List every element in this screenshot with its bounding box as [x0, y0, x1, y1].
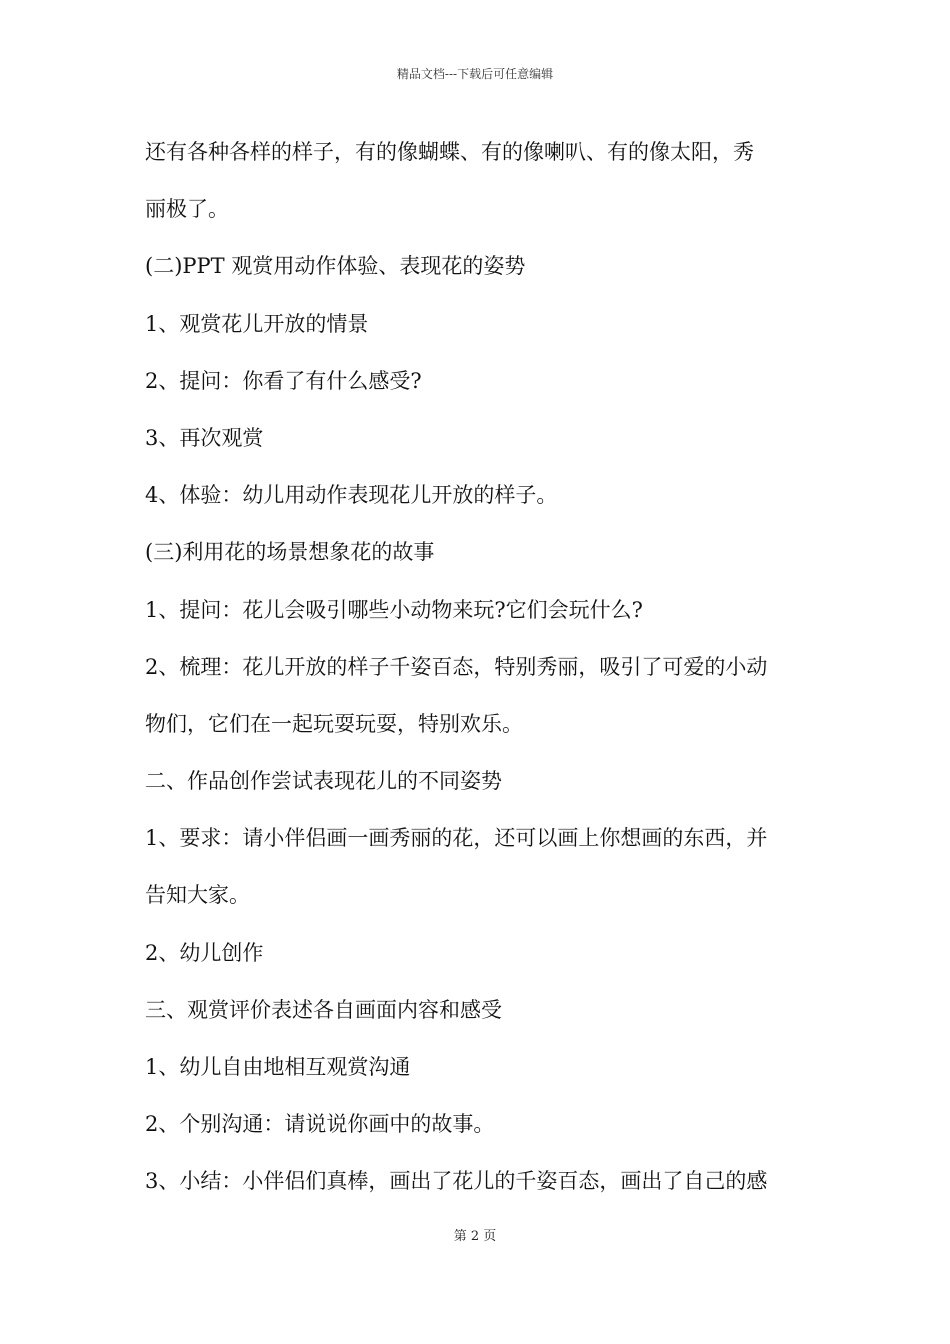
list-item: 2、个别沟通：请说说你画中的故事。 [145, 1112, 495, 1137]
text-line: 还有各种各样的样子，有的像蝴蝶、有的像喇叭、有的像太阳，秀 [145, 140, 754, 164]
list-item: 2、幼儿创作 [145, 940, 264, 965]
section-heading: (二)PPT 观赏用动作体验、表现花的姿势 [145, 254, 526, 279]
section-heading: (三)利用花的场景想象花的故事 [145, 540, 435, 565]
list-item: 3、再次观赏 [145, 425, 264, 450]
text-line: 丽极了。 [145, 197, 229, 222]
section-heading: 三、观赏评价表述各自画面内容和感受 [145, 997, 502, 1022]
list-item: 1、提问：花儿会吸引哪些小动物来玩?它们会玩什么? [145, 597, 643, 622]
list-item: 2、提问：你看了有什么感受? [145, 368, 422, 393]
list-item: 2、梳理：花儿开放的样子千姿百态，特别秀丽，吸引了可爱的小动 [145, 654, 768, 679]
page-header: 精品文档---下载后可任意编辑 [396, 67, 554, 81]
list-item: 1、幼儿自由地相互观赏沟通 [145, 1055, 411, 1079]
text-line: 告知大家。 [145, 883, 250, 908]
text-line: 物们，它们在一起玩耍玩耍，特别欢乐。 [145, 711, 523, 736]
list-item: 3、小结：小伴侣们真棒，画出了花儿的千姿百态，画出了自己的感 [145, 1169, 768, 1194]
document-body [145, 128, 815, 1215]
list-item: 4、体验：幼儿用动作表现花儿开放的样子。 [145, 483, 558, 508]
list-item: 1、要求：请小伴侣画一画秀丽的花，还可以画上你想画的东西，并 [145, 826, 768, 851]
section-heading: 二、作品创作尝试表现花儿的不同姿势 [145, 769, 502, 794]
list-item: 1、观赏花儿开放的情景 [145, 311, 369, 336]
page-number: 第 2 页 [453, 1229, 497, 1244]
